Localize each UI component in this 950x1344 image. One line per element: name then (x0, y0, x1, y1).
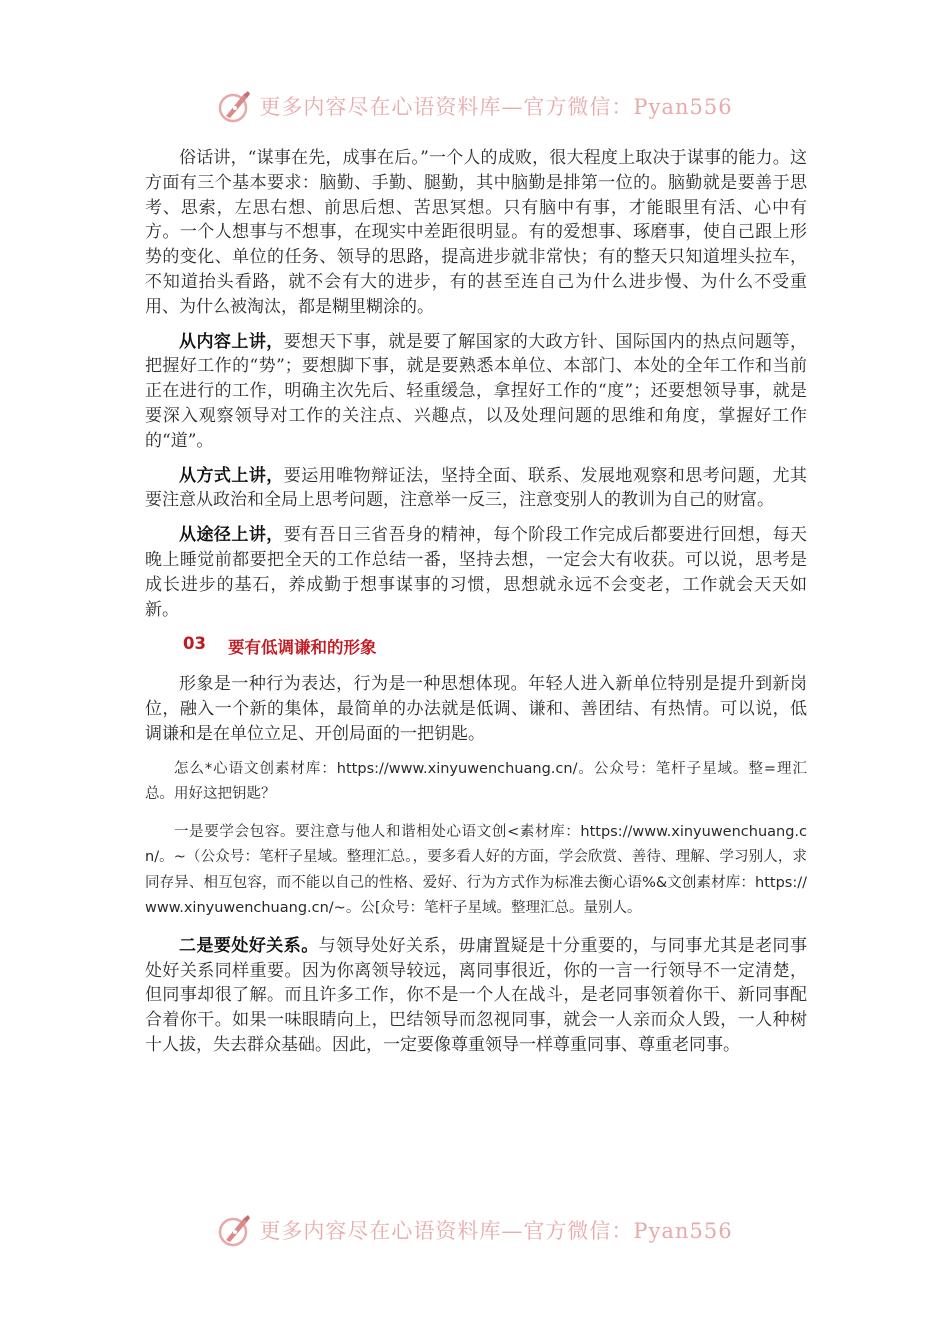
paragraph-path-text: 要有吾日三省吾身的精神，每个阶段工作完成后都要进行回想，每天晚上睡觉前都要把全天的工作总结一番，坚持去想，一定会大有收获。可以说，思考是成长进步的基石，养成勤于想事谋事的习惯，思想就永远不会变老，工作就会天天如新。 (145, 525, 808, 620)
paragraph-relations-text: 与领导处好关系，毋庸置疑是十分重要的，与同事尤其是老同事处好关系同样重要。因为你离领导较远，离同事很近，你的一言一行领导不一定清楚，但同事却很了解。而且许多工作，你不是一个人在战斗，是老同事领着你干、新同事配合着你干。如果一味眼睛向上，巴结领导而忽视同事，就会一人亲而众人毁，一人种树十人拔，失去群众基础。因此，一定要像尊重领导一样尊重同事、尊重老同事。 (145, 935, 808, 1055)
document-body (145, 146, 807, 1068)
paragraph-image: 形象是一种行为表达，行为是一种思想体现。年轻人进入新单位特别是提升到新岗位，融入一个新的集体，最简单的办法就是低调、谦和、善团结、有热情。可以说，低调谦和是在单位立足、开创局面的一把钥匙。 (145, 674, 807, 744)
paragraph-relations (145, 934, 807, 1058)
paragraph-relations-lead: 二是要处好关系。 (179, 935, 319, 956)
section-heading (145, 634, 807, 658)
paragraph-tolerance: 一是要学会包容。要注意与他人和谐相处心语文创<素材库：https://www.xinyuwenchuang.cn/。~（公众号：笔杆子星域。整理汇总。，要多看人好的方面，学会欣赏、善待、理解、学习别人，求同存异、相互包容，而不能以自己的性格、爱好、行为方式作为标准去衡心语%&文创素材库：https://www.xinyuwenchuang.cn/~。公[众号：笔杆子星域。整理汇总。量别人。 (145, 823, 807, 917)
fountain-pen-logo-icon (217, 88, 253, 124)
paragraph-content-lead: 从内容上讲， (179, 331, 284, 352)
paragraph-method-lead: 从方式上讲， (179, 465, 284, 486)
footer-watermark (0, 1212, 950, 1248)
paragraph-content (145, 330, 807, 454)
section-number: 03 (183, 634, 206, 654)
paragraph-how: 怎么*心语文创素材库：https://www.xinyuwenchuang.cn/。公众号：笔杆子星域。整=理汇总。用好这把钥匙？ (145, 760, 807, 803)
header-watermark-text: 更多内容尽在心语资料库—官方微信：Pyan556 (259, 95, 733, 119)
header-watermark (0, 88, 950, 124)
paragraph-method-text: 要运用唯物辩证法，坚持全面、联系、发展地观察和思考问题，尤其要注意从政治和全局上思考问题，注意举一反三，注意变别人的教训为自己的财富。 (145, 465, 808, 511)
paragraph-1: 俗话讲，“谋事在先，成事在后。”一个人的成败，很大程度上取决于谋事的能力。这方面有三个基本要求：脑勤、手勤、腿勤，其中脑勤是排第一位的。脑勤就是要善于思考、思索，左思右想、前思后想、苦思冥想。只有脑中有事，才能眼里有活、心中有方。一个人想事与不想事，在现实中差距很明显。有的爱想事、琢磨事，使自己跟上形势的变化、单位的任务、领导的思路，提高进步就非常快；有的整天只知道埋头拉车，不知道抬头看路，就不会有大的进步，有的甚至连自己为什么进步慢、为什么不受重用、为什么被淘汰，都是糊里糊涂的。 (145, 148, 807, 317)
section-title: 要有低调谦和的形象 (227, 638, 377, 658)
fountain-pen-logo-icon (217, 1212, 253, 1248)
paragraph-path (145, 523, 807, 622)
paragraph-method (145, 464, 807, 514)
footer-watermark-text: 更多内容尽在心语资料库—官方微信：Pyan556 (259, 1219, 733, 1243)
paragraph-content-text: 要想天下事，就是要了解国家的大政方针、国际国内的热点问题等，把握好工作的“势”；要想脚下事，就是要熟悉本单位、本部门、本处的全年工作和当前正在进行的工作，明确主次先后、轻重缓急，拿捏好工作的“度”；还要想领导事，就是要深入观察领导对工作的关注点、兴趣点，以及处理问题的思维和角度，掌握好工作的“道”。 (145, 331, 808, 451)
paragraph-path-lead: 从途径上讲， (179, 525, 284, 546)
